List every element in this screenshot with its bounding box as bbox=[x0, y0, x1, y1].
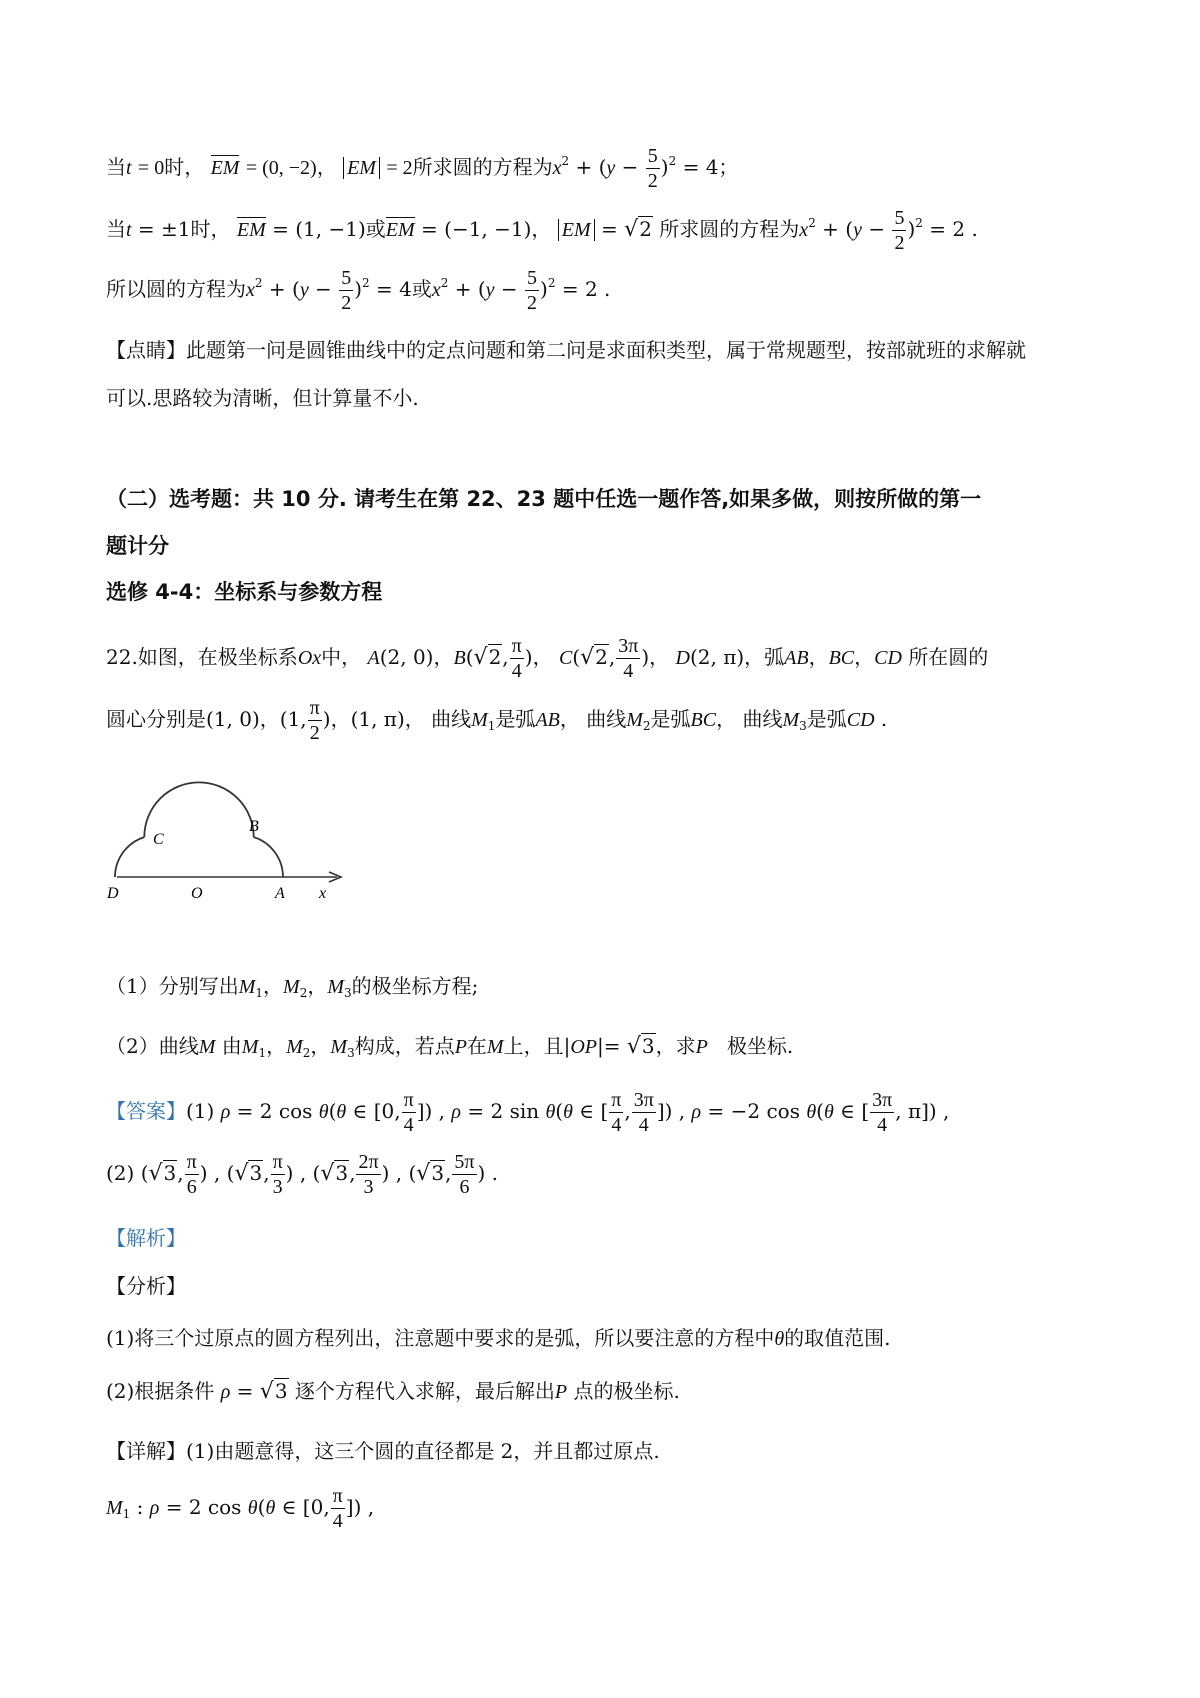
text: 是弧 bbox=[806, 707, 847, 731]
answer-line-1: 【答案】(1) ρ = 2 cos θ(θ ∈ [0, $\frac{\pi}{4}$ ]) , ρ = 2 sin θ(θ ∈ [ $\frac{\pi}{4}$ , $\frac{3\pi}{4}$ ]) , ρ = −2 cos θ(θ ∈ [ $\frac{3\pi}{4}$ , π]) , bbox=[106, 1089, 950, 1136]
dianjing-tag: 【点睛】 bbox=[106, 338, 186, 362]
text: 构成，若点 bbox=[354, 1034, 455, 1058]
text: 曲线 bbox=[431, 707, 472, 731]
text: 时， bbox=[164, 155, 205, 179]
text: 点的极坐标. bbox=[573, 1379, 680, 1403]
text: 曲线 bbox=[742, 707, 783, 731]
text: 在 bbox=[466, 1034, 487, 1058]
text: (2)根据条件 bbox=[106, 1379, 215, 1403]
text: 此题第一问是圆锥曲线中的定点问题和第二问是求面积类型，属于常规题型，按部就班的求解就 bbox=[186, 338, 1026, 362]
text: 或 bbox=[365, 217, 386, 241]
text: 的取值范围. bbox=[784, 1326, 891, 1350]
conclusion-line: 所以圆的方程为$x^2 + (y$ − $\frac{5}{2}$ )$^2$ = 4或$x^2 + (y$ − $\frac{5}{2}$ )$^2$ = 2 . bbox=[106, 267, 611, 314]
label-c: C bbox=[153, 831, 164, 848]
text: 【分析】 bbox=[106, 1274, 186, 1298]
case-t0-line: 当t = 0时， EM = (0, −2)， EM = 2所求圆的方程为$x^2 + (y$ − $\frac{5}{2}$ )$^2$ = 4； bbox=[106, 145, 739, 192]
arc-ab bbox=[254, 837, 283, 877]
text: 中， bbox=[321, 645, 362, 669]
text: （二）选考题：共 10 分. 请考生在第 22、23 题中任选一题作答,如果多做，则按所做的第一 bbox=[106, 487, 982, 511]
label-x: x bbox=[319, 885, 327, 902]
label-b: B bbox=[249, 818, 259, 835]
section-subheading bbox=[106, 576, 382, 606]
text: 所求圆的方程为 bbox=[659, 217, 800, 241]
xiangjie-line bbox=[106, 1435, 660, 1464]
text: 由 bbox=[221, 1034, 242, 1058]
problem-stem-1: 22.如图，在极坐标系Ox中， A(2, 0)，B(√2, $\frac{\pi}{4}$ )， C(√2, $\frac{3\pi}{4}$ )， D(2, π)，弧AB，BC，CD 所在圆的 bbox=[106, 635, 989, 682]
m1-equation: $M_1$ : ρ = 2 cos θ(θ ∈ [0, $\frac{\pi}{4}$ ]) , bbox=[106, 1485, 375, 1532]
dianjing-line-1 bbox=[106, 334, 1026, 363]
text: 【详解】 bbox=[106, 1439, 186, 1463]
fenxi-tag bbox=[106, 1270, 186, 1299]
jiexi-tag bbox=[106, 1222, 186, 1251]
label-o: O bbox=[191, 885, 203, 902]
problem-stem-2: 圆心分别是(1, 0)，(1, $\frac{\pi}{2}$ )，(1, π)， 曲线$M_1$是弧AB， 曲线$M_2$是弧BC， 曲线$M_3$是弧CD . bbox=[106, 697, 888, 744]
text: (2) bbox=[106, 1161, 135, 1185]
text: (1)由题意得，这三个圆的直径都是 2，并且都过原点. bbox=[186, 1439, 660, 1463]
text: 所求圆的方程为 bbox=[412, 155, 553, 179]
dianjing-line-2 bbox=[106, 382, 419, 411]
case-t1-line: 当t = ±1时， EM = (1, −1)或EM = (−1, −1)， EM = √2 所求圆的方程为$x^2 + (y$ − $\frac{5}{2}$ )$^2$ = 2 . bbox=[106, 207, 978, 254]
text: (1) bbox=[186, 1099, 215, 1123]
arc-cd bbox=[115, 837, 144, 877]
text: 【解析】 bbox=[106, 1226, 186, 1250]
text: （2）曲线 bbox=[106, 1034, 199, 1058]
arc-bc bbox=[144, 782, 253, 837]
text: 时， bbox=[190, 217, 231, 241]
fenxi-1: (1)将三个过原点的圆方程列出，注意题中要求的是弧，所以要注意的方程中θ的取值范围. bbox=[106, 1326, 891, 1350]
text: 上，且 bbox=[503, 1034, 564, 1058]
text: （1）分别写出 bbox=[106, 974, 239, 998]
text: 可以.思路较为清晰，但计算量不小. bbox=[106, 386, 419, 410]
answer-tag: 【答案】 bbox=[106, 1099, 186, 1123]
question-2: （2）曲线M 由$M_1$，$M_2$，$M_3$构成，若点P在M上，且|OP|= √3，求P 极坐标. bbox=[106, 1034, 794, 1060]
section-heading-2 bbox=[106, 530, 169, 560]
text: 弧 bbox=[764, 645, 785, 669]
label-a: A bbox=[275, 885, 285, 902]
text: 曲线 bbox=[586, 707, 627, 731]
label-d: D bbox=[107, 885, 119, 902]
text: 或 bbox=[411, 277, 432, 301]
text: 所在圆的 bbox=[908, 645, 989, 669]
question-1: （1）分别写出$M_1$，$M_2$，$M_3$的极坐标方程; bbox=[106, 974, 479, 1000]
polar-arcs-figure bbox=[105, 768, 345, 908]
text: 22.如图，在极坐标系 bbox=[106, 645, 298, 669]
text: 当 bbox=[106, 155, 126, 179]
text: 是弧 bbox=[495, 707, 536, 731]
text: 圆心分别是 bbox=[106, 707, 206, 731]
text: 当 bbox=[106, 217, 126, 241]
text: 题计分 bbox=[106, 534, 169, 558]
text: 选修 4-4：坐标系与参数方程 bbox=[106, 580, 383, 604]
answer-line-2: (2) (√3, $\frac{\pi}{6}$ ) , (√3, $\frac{\pi}{3}$ ) , (√3, $\frac{2\pi}{3}$ ) , (√3, $\frac{5\pi}{6}$ ) . bbox=[106, 1151, 499, 1198]
text: 的极坐标方程; bbox=[351, 974, 479, 998]
text: ，求 bbox=[655, 1034, 696, 1058]
section-heading bbox=[106, 483, 981, 513]
fenxi-2: (2)根据条件 ρ = √3 逐个方程代入求解，最后解出P 点的极坐标. bbox=[106, 1379, 680, 1404]
text: 逐个方程代入求解，最后解出 bbox=[294, 1379, 555, 1403]
text: 极坐标. bbox=[726, 1034, 794, 1058]
text: 所以圆的方程为 bbox=[106, 277, 246, 301]
text: 是弧 bbox=[650, 707, 691, 731]
text: (1)将三个过原点的圆方程列出，注意题中要求的是弧，所以要注意的方程中 bbox=[106, 1326, 775, 1350]
